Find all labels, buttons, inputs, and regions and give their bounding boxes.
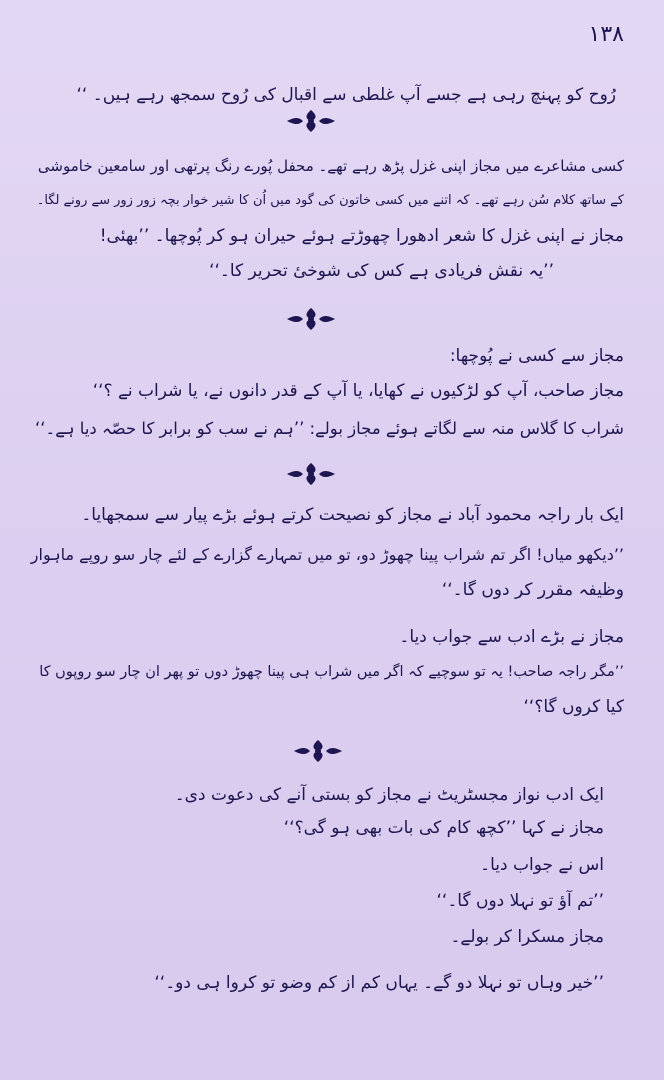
text-line: کیا کروں گا؟‘‘ bbox=[523, 697, 624, 717]
text-line: مجاز صاحب، آپ کو لڑکیوں نے کھایا، یا آپ کے قدر دانوں نے، یا شراب نے ؟‘‘ bbox=[92, 381, 624, 401]
text-line: مجاز نے بڑے ادب سے جواب دیا۔ bbox=[399, 627, 624, 647]
text-line: ’’خیر وہاں تو نہلا دو گے۔ یہاں کم از کم وضو تو کروا ہی دو۔‘‘ bbox=[154, 973, 604, 993]
text-line: اس نے جواب دیا۔ bbox=[480, 855, 604, 875]
text-line: مجاز نے کہا ’’کچھ کام کی بات بھی ہو گی؟‘‘ bbox=[283, 818, 604, 838]
text-line: مجاز سے کسی نے پُوچھا: bbox=[449, 346, 624, 366]
ornament-divider-icon bbox=[283, 305, 339, 333]
text-line: ایک ادب نواز مجسٹریٹ نے مجاز کو بستی آنے کی دعوت دی۔ bbox=[174, 785, 604, 805]
text-line: کسی مشاعرے میں مجاز اپنی غزل پڑھ رہے تھے۔ محفل پُورے رنگ پرتھی اور سامعین خاموشی bbox=[37, 157, 624, 175]
ornament-divider-icon bbox=[290, 737, 346, 765]
text-line: ’’یہ نقش فریادی ہے کس کی شوخیٔ تحریر کا۔‘‘ bbox=[209, 261, 554, 281]
text-line: کے ساتھ کلام سُن رہے تھے۔ کہ اتنے میں کسی خاتون کی گود میں اُن کا شیر خوار بچہ زور زور سے رونے لگا۔ bbox=[36, 193, 624, 208]
text-line: ’’تم آؤ تو نہلا دوں گا۔‘‘ bbox=[436, 891, 604, 911]
text-line: مجاز مسکرا کر بولے۔ bbox=[450, 927, 604, 947]
text-line: ’’مگر راجہ صاحب! یہ تو سوچیے کہ اگر میں شراب ہی پینا چھوڑ دوں تو پھر ان چار سو روپوں کا bbox=[39, 664, 624, 680]
ornament-divider-icon bbox=[283, 460, 339, 488]
text-line: شراب کا گلاس منہ سے لگاتے ہوئے مجاز بولے: ’’ہم نے سب کو برابر کا حصّہ دیا ہے۔‘‘ bbox=[35, 419, 624, 438]
text-line: ایک بار راجہ محمود آباد نے مجاز کو نصیحت کرتے ہوئے بڑے پیار سے سمجھایا۔ bbox=[81, 505, 624, 525]
text-line: مجاز نے اپنی غزل کا شعر ادھورا چھوڑتے ہوئے حیران ہو کر پُوچھا۔ ’’بھئی! bbox=[99, 226, 624, 246]
text-line: رُوح کو پہنچ رہی ہے جسے آپ غلطی سے اقبال کی رُوح سمجھ رہے ہیں۔ ‘‘ bbox=[76, 85, 616, 105]
page-number: ۱۳۸ bbox=[588, 22, 624, 47]
text-line: وظیفہ مقرر کر دوں گا۔‘‘ bbox=[441, 580, 624, 600]
text-line: ’’دیکھو میاں! اگر تم شراب پینا چھوڑ دو، تو میں تمہارے گزارے کے لئے چار سو روپے ماہوار bbox=[30, 545, 624, 564]
ornament-divider-icon bbox=[283, 107, 339, 135]
